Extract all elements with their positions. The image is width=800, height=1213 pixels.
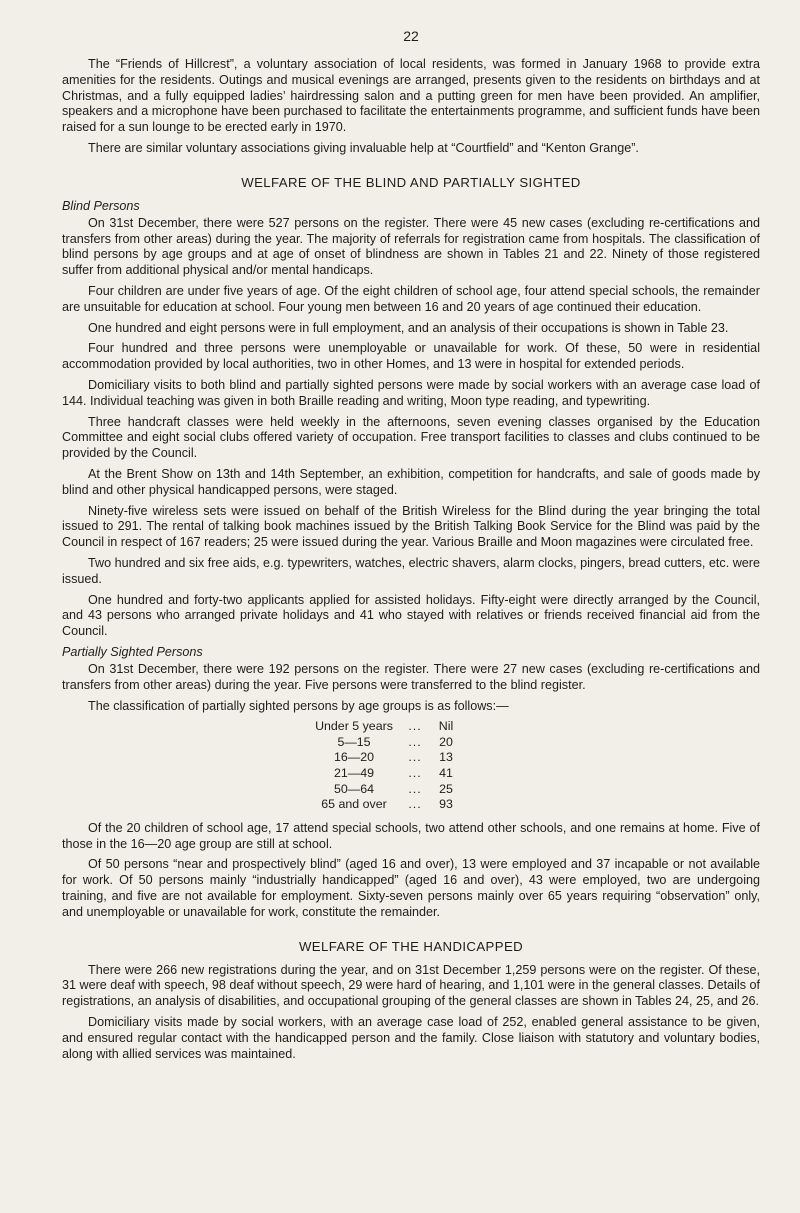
paragraph: Of 50 persons “near and prospectively blind” (aged 16 and over), 13 were employed and 37 incapable or not available for work. Of 50 persons mainly “industrially handicapped” (aged 16 and over), 43 were employed, two are undergoing training, and five are not available for employment. Sixty-seven persons mainly over 65 years requiring “observation” only, and unemployable or unavailable for work, constitute the remainder. (62, 857, 760, 919)
paragraph: On 31st December, there were 192 persons on the register. There were 27 new cases (excluding re-certifications and transfers from other areas) during the year. Five persons were transferred to the blind register. (62, 661, 760, 692)
paragraph: Of the 20 children of school age, 17 attend special schools, two attend other schools, and one remains at home. Five of those in the 16—20 age group are still at school. (62, 820, 760, 851)
document-page (62, 28, 760, 1067)
table-row (310, 735, 460, 751)
paragraph: At the Brent Show on 13th and 14th September, an exhibition, competition for handcrafts, and sale of goods made by blind and other physical handicapped persons, were staged. (62, 466, 760, 497)
count-cell: 20 (439, 734, 453, 749)
paragraph: Domiciliary visits made by social workers, with an average case load of 252, enabled general assistance to be given, and ensured regular contact with the handicapped person and the family. Close liaison with statutory and voluntary bodies, along with allied services was maintained. (62, 1015, 760, 1061)
paragraph: On 31st December, there were 527 persons on the register. There were 45 new cases (excluding re-certifications and transfers from other areas) during the year. The majority of referrals for registration came from hospitals. The classification of blind persons by age groups and at age of onset of blindness are shown in Tables 21 and 22. Ninety of those registered suffer from additional physical and/or mental handicaps. (62, 215, 760, 278)
paragraph: There are similar voluntary associations giving invaluable help at “Courtfield” and “Kenton Grange”. (88, 140, 639, 155)
leader-dots: ... (408, 797, 422, 812)
paragraph: Two hundred and six free aids, e.g. typewriters, watches, electric shavers, alarm clocks, pingers, bread cutters, etc. were issued. (62, 555, 760, 586)
intro-section (62, 57, 760, 157)
paragraph: Four children are under five years of age. Of the eight children of school age, four attend special schools, the remainder are unsuitable for education at school. Four young men between 16 and 20 years of age continued their education. (62, 283, 760, 314)
leader-dots: ... (408, 719, 422, 734)
leader-dots: ... (408, 766, 422, 781)
paragraph: Domiciliary visits to both blind and partially sighted persons were made by social workers with an average case load of 144. Individual teaching was given in both Braille reading and writing, Moon type reading, and typewriting. (62, 377, 760, 408)
paragraph: The classification of partially sighted persons by age groups is as follows:— (88, 698, 509, 713)
age-group-table (310, 719, 460, 813)
handicapped-section (62, 939, 760, 1063)
count-cell: 93 (439, 797, 453, 812)
table-row (310, 750, 460, 766)
count-cell: 41 (439, 766, 453, 781)
age-group-cell: 5—15 (337, 734, 371, 749)
table-row (310, 766, 460, 782)
subsection-heading: Blind Persons (62, 198, 140, 213)
table-row (310, 797, 460, 813)
section-heading: WELFARE OF THE HANDICAPPED (298, 938, 524, 954)
age-group-cell: 16—20 (334, 750, 374, 765)
paragraph: One hundred and forty-two applicants applied for assisted holidays. Fifty-eight were directly arranged by the Council, and 43 persons who arranged private holidays and 41 who stayed with relatives or friends received financial aid from the Council. (62, 592, 760, 639)
count-cell: 25 (439, 781, 453, 796)
age-group-cell: 21—49 (334, 766, 374, 781)
page-number: 22 (403, 28, 419, 44)
age-group-cell: 65 and over (321, 797, 387, 812)
paragraph: Four hundred and three persons were unemployable or unavailable for work. Of these, 50 were in residential accommodation provided by local authorities, two in other Homes, and 13 were in hospital for extended periods. (62, 341, 760, 372)
paragraph: One hundred and eight persons were in full employment, and an analysis of their occupations is shown in Table 23. (88, 320, 729, 335)
leader-dots: ... (408, 781, 422, 796)
table-row (310, 719, 460, 735)
subsection-heading: Partially Sighted Persons (62, 644, 203, 659)
paragraph: Ninety-five wireless sets were issued on behalf of the British Wireless for the Blind during the year bringing the total issued to 291. The rental of talking book machines issued by the British Talking Book Service for the Blind was paid by the Council in respect of 167 readers; 25 were issued during the year. Various Braille and Moon magazines were circulated free. (62, 503, 760, 550)
partially-sighted-section (62, 645, 760, 921)
age-group-cell: Under 5 years (315, 719, 393, 734)
leader-dots: ... (408, 734, 422, 749)
blind-section (62, 175, 760, 640)
age-group-cell: 50—64 (334, 781, 374, 796)
section-heading: WELFARE OF THE BLIND AND PARTIALLY SIGHTED (241, 174, 581, 190)
paragraph: The “Friends of Hillcrest”, a voluntary association of local residents, was formed in January 1968 to provide extra amenities for the residents. Outings and musical evenings are arranged, presents given to the residents on birthdays and at Christmas, and a fully equipped ladies’ hairdressing salon and a putting green for men have been provided. An amplifier, speakers and a microphone have been purchased to facilitate the entertainments programme, and sufficient funds have been raised for a sun lounge to be erected early in 1970. (62, 57, 760, 135)
leader-dots: ... (408, 750, 422, 765)
count-cell: Nil (438, 719, 454, 734)
count-cell: 13 (439, 750, 453, 765)
table-row (310, 782, 460, 798)
paragraph: There were 266 new registrations during the year, and on 31st December 1,259 persons were on the register. Of these, 31 were deaf with speech, 98 deaf without speech, 29 were hard of hearing, and 1,101 were in the general classes. Details of registrations, an analysis of disabilities, and occupational grouping of the general classes are shown in Tables 24, 25, and 26. (62, 962, 760, 1009)
paragraph: Three handcraft classes were held weekly in the afternoons, seven evening classes organised by the Education Committee and eight social clubs offered variety of occupation. Free transport facilities to classes and clubs continued to be provided by the Council. (62, 414, 760, 461)
